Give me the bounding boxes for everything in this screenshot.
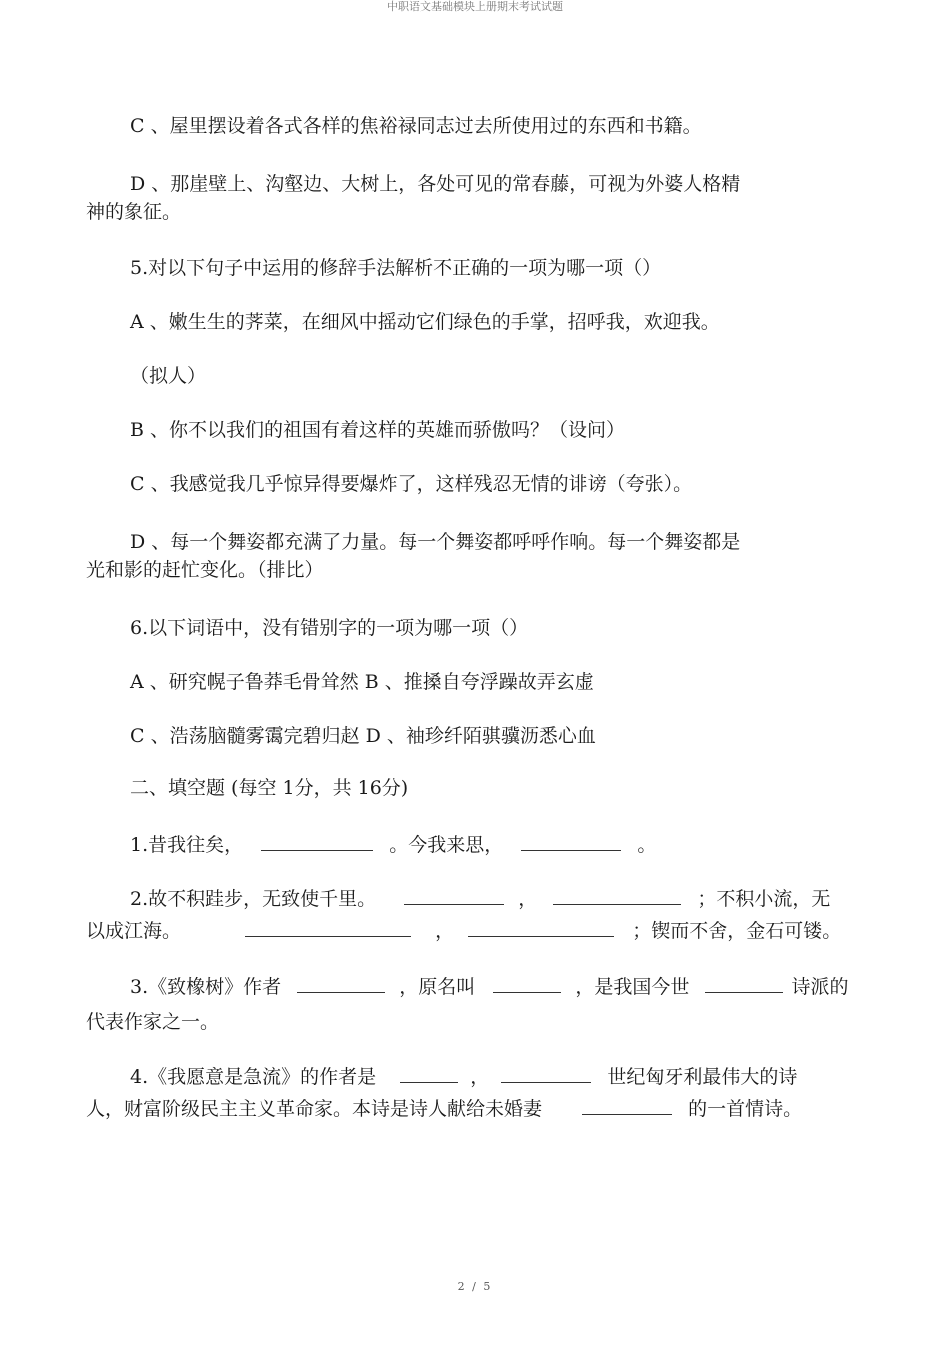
answer-blank[interactable] bbox=[400, 1064, 458, 1083]
fill-4-text-c: 世纪匈牙利最伟大的诗 bbox=[607, 1066, 798, 1088]
section-2-heading: 二、填空题 (每空 1分，共 16分) bbox=[130, 777, 409, 799]
fill-2-text-c: ；不积小流，无 bbox=[697, 888, 831, 910]
fill-1-text-a: 1.昔我往矣， bbox=[130, 834, 244, 856]
answer-blank[interactable] bbox=[261, 832, 373, 851]
answer-blank[interactable] bbox=[493, 974, 561, 993]
answer-blank[interactable] bbox=[501, 1064, 591, 1083]
fill-question-3-line2: 代表作家之一。 bbox=[86, 1011, 220, 1033]
fill-question-1 bbox=[130, 832, 656, 857]
option-q4-d-line1: D 、那崖壁上、沟壑边、大树上，各处可见的常春藤，可视为外婆人格精 bbox=[130, 173, 741, 195]
answer-blank[interactable] bbox=[553, 886, 681, 905]
fill-2-text-f: ；锲而不舍，金石可镂。 bbox=[632, 920, 842, 942]
fill-2-text-a: 2.故不积跬步，无致使千里。 bbox=[130, 888, 377, 910]
fill-3-text-c: ，是我国今世 bbox=[575, 976, 690, 998]
fill-question-4-line2 bbox=[86, 1096, 802, 1121]
fill-2-text-b: ， bbox=[518, 888, 538, 910]
option-q5-b: B 、你不以我们的祖国有着这样的英雄而骄傲吗？（设问） bbox=[130, 419, 626, 441]
fill-2-text-e: ， bbox=[435, 920, 455, 942]
option-q5-a-note: （拟人） bbox=[130, 365, 207, 387]
fill-question-4-line1 bbox=[130, 1064, 797, 1089]
page-number: 2 / 5 bbox=[457, 1280, 493, 1293]
question-5: 5.对以下句子中运用的修辞手法解析不正确的一项为哪一项（） bbox=[130, 257, 662, 279]
fill-3-text-b: ，原名叫 bbox=[399, 976, 476, 998]
option-q4-d-line2: 神的象征。 bbox=[86, 201, 182, 223]
answer-blank[interactable] bbox=[404, 886, 504, 905]
fill-1-text-c: 。 bbox=[637, 834, 657, 856]
fill-3-text-d: 诗派的 bbox=[791, 976, 849, 998]
option-q4-c: C 、屋里摆设着各式各样的焦裕禄同志过去所使用过的东西和书籍。 bbox=[130, 115, 702, 137]
option-q6-ab: A 、研究幌子鲁莽毛骨耸然 B 、推搡自夸浮躁故弄玄虚 bbox=[130, 671, 594, 693]
answer-blank[interactable] bbox=[705, 974, 783, 993]
option-q5-d-line1: D 、每一个舞姿都充满了力量。每一个舞姿都呼呼作响。每一个舞姿都是 bbox=[130, 531, 741, 553]
fill-question-2-line2 bbox=[86, 918, 841, 943]
option-q5-d-line2: 光和影的赶忙变化。（排比） bbox=[86, 559, 324, 581]
fill-question-3-line1 bbox=[130, 974, 848, 999]
answer-blank[interactable] bbox=[245, 918, 411, 937]
fill-2-text-d: 以成江海。 bbox=[86, 920, 182, 942]
answer-blank[interactable] bbox=[582, 1096, 672, 1115]
option-q5-c: C 、我感觉我几乎惊异得要爆炸了，这样残忍无情的诽谤（夸张）。 bbox=[130, 473, 693, 495]
fill-3-text-a: 3.《致橡树》作者 bbox=[130, 976, 282, 998]
fill-question-2-line1 bbox=[130, 886, 830, 911]
answer-blank[interactable] bbox=[297, 974, 385, 993]
option-q6-cd: C 、浩荡脑髓雾霭完碧归赵 D 、袖珍纤陌骐骥沥悉心血 bbox=[130, 725, 596, 747]
fill-4-text-e: 的一首情诗。 bbox=[688, 1098, 803, 1120]
fill-4-text-b: ， bbox=[470, 1066, 490, 1088]
page-header-title: 中职语文基础模块上册期末考试试题 bbox=[387, 0, 563, 13]
answer-blank[interactable] bbox=[468, 918, 614, 937]
fill-4-text-d: 人，财富阶级民主主义革命家。本诗是诗人献给未婚妻 bbox=[86, 1098, 543, 1120]
option-q5-a: A 、嫩生生的荠菜，在细风中摇动它们绿色的手掌，招呼我，欢迎我。 bbox=[130, 311, 720, 333]
fill-4-text-a: 4.《我愿意是急流》的作者是 bbox=[130, 1066, 377, 1088]
question-6: 6.以下词语中，没有错别字的一项为哪一项（） bbox=[130, 617, 529, 639]
answer-blank[interactable] bbox=[521, 832, 621, 851]
fill-1-text-b: 。今我来思， bbox=[389, 834, 504, 856]
